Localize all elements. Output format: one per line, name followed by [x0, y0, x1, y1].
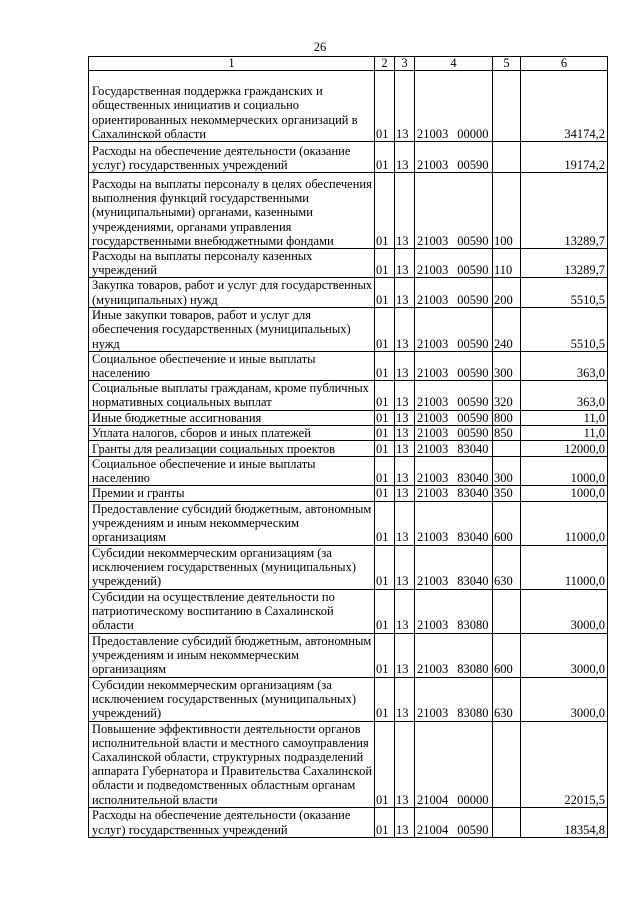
- amount-value: 11000,0: [521, 545, 608, 589]
- table-row: [89, 351, 608, 380]
- direction-code: 83040: [457, 530, 489, 545]
- table-row: [89, 441, 608, 457]
- program-code: 21003: [417, 292, 449, 307]
- section-code: 01: [375, 589, 395, 633]
- subsection-code: 13: [395, 410, 415, 425]
- row-name: Иные закупки товаров, работ и услуг для обеспечения государственных (муниципальных) нужд: [89, 307, 375, 351]
- table-row: [89, 677, 608, 721]
- row-name: Субсидии на осуществление деятельности по патриотическому воспитанию в Сахалинской области: [89, 589, 375, 633]
- amount-value: 3000,0: [521, 677, 608, 721]
- budget-table: [88, 56, 608, 838]
- page-number: 26: [313, 40, 327, 54]
- target-article-code: [415, 441, 493, 457]
- section-code: 01: [375, 486, 395, 501]
- program-code: 21003: [417, 486, 449, 501]
- row-name: Гранты для реализации социальных проектов: [89, 441, 375, 457]
- table-body: [89, 57, 608, 838]
- section-code: 01: [375, 278, 395, 307]
- row-name: Расходы на выплаты персоналу казенных учреждений: [89, 249, 375, 278]
- subsection-code: 13: [395, 721, 415, 807]
- program-code: 21003: [417, 410, 449, 425]
- section-code: 01: [375, 545, 395, 589]
- expense-type-code: 850: [493, 425, 521, 440]
- expense-type-code: 320: [493, 381, 521, 410]
- program-code: 21003: [417, 618, 449, 633]
- expense-type-code: 800: [493, 410, 521, 425]
- expense-type-code: 600: [493, 633, 521, 677]
- amount-value: 12000,0: [521, 441, 608, 457]
- amount-value: 13289,7: [521, 249, 608, 278]
- amount-value: 13289,7: [521, 173, 608, 249]
- direction-code: 00590: [457, 425, 489, 440]
- direction-code: 83040: [457, 486, 489, 501]
- table-row: [89, 381, 608, 410]
- direction-code: 83080: [457, 706, 489, 721]
- section-code: 01: [375, 721, 395, 807]
- subsection-code: 13: [395, 425, 415, 440]
- program-code: 21003: [417, 157, 449, 172]
- target-article-code: [415, 589, 493, 633]
- section-code: 01: [375, 457, 395, 486]
- row-name: Социальное обеспечение и иные выплаты населению: [89, 457, 375, 486]
- table-row: [89, 71, 608, 142]
- row-name: Закупка товаров, работ и услуг для государственных (муниципальных) нужд: [89, 278, 375, 307]
- expense-type-code: [493, 71, 521, 142]
- direction-code: 00590: [457, 157, 489, 172]
- program-code: 21003: [417, 706, 449, 721]
- target-article-code: [415, 677, 493, 721]
- program-code: 21003: [417, 441, 449, 456]
- program-code: 21003: [417, 662, 449, 677]
- column-header-4: 4: [415, 57, 493, 71]
- subsection-code: 13: [395, 633, 415, 677]
- subsection-code: 13: [395, 807, 415, 837]
- direction-code: 83040: [457, 441, 489, 456]
- row-name: Расходы на обеспечение деятельности (оказание услуг) государственных учреждений: [89, 142, 375, 173]
- direction-code: 83040: [457, 471, 489, 486]
- direction-code: 00590: [457, 336, 489, 351]
- section-code: 01: [375, 633, 395, 677]
- target-article-code: [415, 501, 493, 545]
- direction-code: 83040: [457, 574, 489, 589]
- table-row: [89, 410, 608, 425]
- program-code: 21003: [417, 233, 449, 248]
- amount-value: 11,0: [521, 410, 608, 425]
- direction-code: 00590: [457, 410, 489, 425]
- direction-code: 00590: [457, 366, 489, 381]
- amount-value: 5510,5: [521, 278, 608, 307]
- expense-type-code: [493, 142, 521, 173]
- expense-type-code: 200: [493, 278, 521, 307]
- amount-value: 3000,0: [521, 633, 608, 677]
- section-code: 01: [375, 441, 395, 457]
- column-header-5: 5: [493, 57, 521, 71]
- subsection-code: 13: [395, 501, 415, 545]
- section-code: 01: [375, 71, 395, 142]
- column-header-2: 2: [375, 57, 395, 71]
- section-code: 01: [375, 677, 395, 721]
- target-article-code: [415, 249, 493, 278]
- target-article-code: [415, 173, 493, 249]
- subsection-code: 13: [395, 589, 415, 633]
- row-name: Субсидии некоммерческим организациям (за исключением государственных (муниципальных) учреждений): [89, 677, 375, 721]
- program-code: 21003: [417, 126, 449, 141]
- table-row: [89, 249, 608, 278]
- expense-type-code: 630: [493, 677, 521, 721]
- expense-type-code: 300: [493, 351, 521, 380]
- subsection-code: 13: [395, 278, 415, 307]
- table-row: [89, 589, 608, 633]
- column-header-1: 1: [89, 57, 375, 71]
- table-row: [89, 457, 608, 486]
- direction-code: 83080: [457, 662, 489, 677]
- target-article-code: [415, 545, 493, 589]
- subsection-code: 13: [395, 71, 415, 142]
- subsection-code: 13: [395, 457, 415, 486]
- program-code: 21003: [417, 263, 449, 278]
- direction-code: 00590: [457, 822, 489, 837]
- section-code: 01: [375, 351, 395, 380]
- section-code: 01: [375, 307, 395, 351]
- amount-value: 22015,5: [521, 721, 608, 807]
- table-row: [89, 545, 608, 589]
- expense-type-code: 630: [493, 545, 521, 589]
- row-name: Расходы на выплаты персоналу в целях обеспечения выполнения функций государственными (муниципальными) органами, казенными учреждениями, органами управления государственными внебюджетными фондами: [89, 173, 375, 249]
- program-code: 21003: [417, 471, 449, 486]
- section-code: 01: [375, 142, 395, 173]
- amount-value: 363,0: [521, 381, 608, 410]
- amount-value: 3000,0: [521, 589, 608, 633]
- row-name: Социальное обеспечение и иные выплаты населению: [89, 351, 375, 380]
- subsection-code: 13: [395, 486, 415, 501]
- target-article-code: [415, 381, 493, 410]
- direction-code: 00590: [457, 395, 489, 410]
- table-row: [89, 278, 608, 307]
- target-article-code: [415, 142, 493, 173]
- target-article-code: [415, 633, 493, 677]
- amount-value: 11000,0: [521, 501, 608, 545]
- target-article-code: [415, 307, 493, 351]
- program-code: 21003: [417, 530, 449, 545]
- expense-type-code: 240: [493, 307, 521, 351]
- target-article-code: [415, 807, 493, 837]
- target-article-code: [415, 351, 493, 380]
- expense-type-code: [493, 589, 521, 633]
- direction-code: 00590: [457, 292, 489, 307]
- section-code: 01: [375, 249, 395, 278]
- column-header-6: 6: [521, 57, 608, 71]
- expense-type-code: 600: [493, 501, 521, 545]
- expense-type-code: 100: [493, 173, 521, 249]
- subsection-code: 13: [395, 545, 415, 589]
- amount-value: 18354,8: [521, 807, 608, 837]
- section-code: 01: [375, 425, 395, 440]
- subsection-code: 13: [395, 351, 415, 380]
- table-row: [89, 425, 608, 440]
- row-name: Иные бюджетные ассигнования: [89, 410, 375, 425]
- subsection-code: 13: [395, 142, 415, 173]
- subsection-code: 13: [395, 381, 415, 410]
- table-row: [89, 501, 608, 545]
- subsection-code: 13: [395, 441, 415, 457]
- amount-value: 1000,0: [521, 457, 608, 486]
- header-row: [89, 57, 608, 71]
- amount-value: 34174,2: [521, 71, 608, 142]
- table-row: [89, 807, 608, 837]
- target-article-code: [415, 486, 493, 501]
- row-name: Премии и гранты: [89, 486, 375, 501]
- table-row: [89, 633, 608, 677]
- amount-value: 1000,0: [521, 486, 608, 501]
- target-article-code: [415, 425, 493, 440]
- subsection-code: 13: [395, 677, 415, 721]
- target-article-code: [415, 410, 493, 425]
- program-code: 21003: [417, 425, 449, 440]
- row-name: Предоставление субсидий бюджетным, автономным учреждениям и иным некоммерческим организациям: [89, 633, 375, 677]
- program-code: 21004: [417, 822, 449, 837]
- expense-type-code: 300: [493, 457, 521, 486]
- subsection-code: 13: [395, 173, 415, 249]
- section-code: 01: [375, 807, 395, 837]
- subsection-code: 13: [395, 249, 415, 278]
- amount-value: 5510,5: [521, 307, 608, 351]
- section-code: 01: [375, 173, 395, 249]
- table-row: [89, 142, 608, 173]
- table-row: [89, 721, 608, 807]
- table-row: [89, 307, 608, 351]
- expense-type-code: [493, 721, 521, 807]
- program-code: 21003: [417, 574, 449, 589]
- target-article-code: [415, 457, 493, 486]
- table-row: [89, 486, 608, 501]
- amount-value: 11,0: [521, 425, 608, 440]
- target-article-code: [415, 721, 493, 807]
- row-name: Социальные выплаты гражданам, кроме публичных нормативных социальных выплат: [89, 381, 375, 410]
- direction-code: 83080: [457, 618, 489, 633]
- direction-code: 00590: [457, 233, 489, 248]
- row-name: Предоставление субсидий бюджетным, автономным учреждениям и иным некоммерческим организациям: [89, 501, 375, 545]
- expense-type-code: [493, 441, 521, 457]
- target-article-code: [415, 278, 493, 307]
- program-code: 21003: [417, 395, 449, 410]
- column-header-3: 3: [395, 57, 415, 71]
- table-row: [89, 173, 608, 249]
- program-code: 21003: [417, 366, 449, 381]
- amount-value: 363,0: [521, 351, 608, 380]
- row-name: Уплата налогов, сборов и иных платежей: [89, 425, 375, 440]
- section-code: 01: [375, 381, 395, 410]
- expense-type-code: [493, 807, 521, 837]
- direction-code: 00000: [457, 126, 489, 141]
- subsection-code: 13: [395, 307, 415, 351]
- expense-type-code: 350: [493, 486, 521, 501]
- section-code: 01: [375, 501, 395, 545]
- row-name: Повышение эффективности деятельности органов исполнительной власти и местного самоуправления Сахалинской области, структурных подразделений аппарата Губернатора и Правительства Сахалинской области и подведомственных областным органам исполнительной власти: [89, 721, 375, 807]
- amount-value: 19174,2: [521, 142, 608, 173]
- target-article-code: [415, 71, 493, 142]
- row-name: Расходы на обеспечение деятельности (оказание услуг) государственных учреждений: [89, 807, 375, 837]
- row-name: Государственная поддержка гражданских и общественных инициатив и социально ориентированных некоммерческих организаций в Сахалинской области: [89, 71, 375, 142]
- section-code: 01: [375, 410, 395, 425]
- direction-code: 00590: [457, 263, 489, 278]
- program-code: 21004: [417, 792, 449, 807]
- expense-type-code: 110: [493, 249, 521, 278]
- direction-code: 00000: [457, 792, 489, 807]
- program-code: 21003: [417, 336, 449, 351]
- row-name: Субсидии некоммерческим организациям (за исключением государственных (муниципальных) учреждений): [89, 545, 375, 589]
